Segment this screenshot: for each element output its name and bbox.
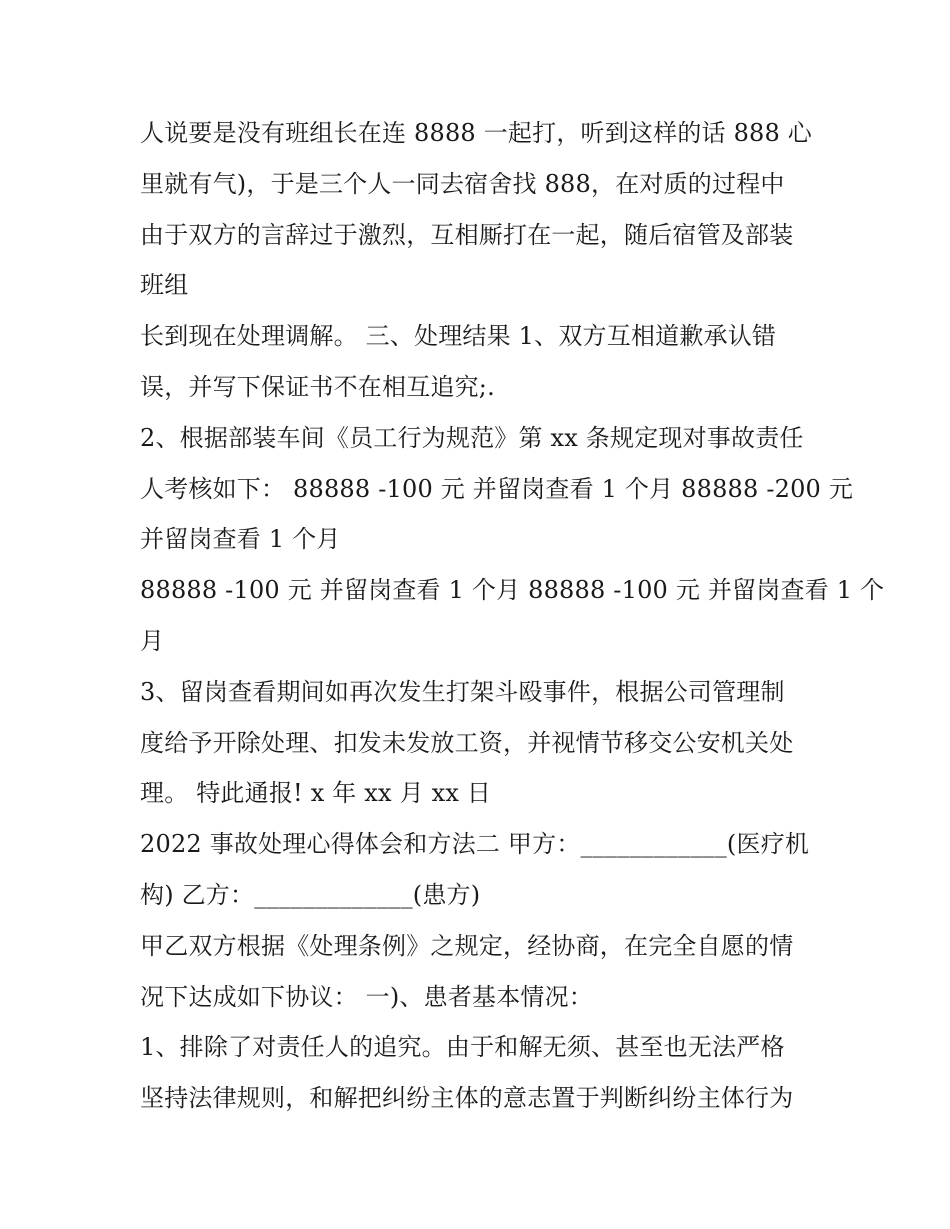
- text-line: 误，并写下保证书不在相互追究;.: [140, 372, 495, 401]
- text-line: 并留岗查看 1 个月: [140, 525, 341, 554]
- text-line: 2022 事故处理心得体会和方法二 甲方：____________(医疗机: [140, 830, 810, 859]
- text-line: 理。 特此通报! x 年 xx 月 xx 日: [140, 779, 492, 808]
- document-body: [140, 108, 885, 1124]
- text-line: 构) 乙方：_____________(患方): [140, 880, 481, 909]
- text-line: 坚持法律规则，和解把纠纷主体的意志置于判断纠纷主体行为: [140, 1084, 794, 1113]
- text-line: 班组: [140, 271, 189, 300]
- text-line: 里就有气)，于是三个人一同去宿舍找 888，在对质的过程中: [140, 169, 785, 198]
- text-line: 由于双方的言辞过于激烈，互相厮打在一起，随后宿管及部装: [140, 220, 794, 249]
- text-line: 甲乙双方根据《处理条例》之规定，经协商，在完全自愿的情: [140, 931, 794, 960]
- text-line: 人说要是没有班组长在连 8888 一起打，听到这样的话 888 心: [140, 119, 813, 147]
- text-line: 度给予开除处理、扣发未发放工资，并视情节移交公安机关处: [140, 728, 794, 757]
- text-line: 3、留岗查看期间如再次发生打架斗殴事件，根据公司管理制: [140, 677, 785, 706]
- text-line: 1、排除了对责任人的追究。由于和解无须、甚至也无法严格: [140, 1033, 785, 1062]
- text-line: 月: [140, 626, 165, 655]
- text-line: 2、根据部装车间《员工行为规范》第 xx 条规定现对事故责任: [140, 423, 804, 452]
- text-line: 人考核如下： 88888 -100 元 并留岗查看 1 个月 88888 -200 元: [140, 474, 854, 503]
- text-line: 88888 -100 元 并留岗查看 1 个月 88888 -100 元 并留岗查看 1 个: [140, 576, 885, 605]
- text-line: 况下达成如下协议： 一)、患者基本情况：: [140, 982, 593, 1011]
- text-line: 长到现在处理调解。 三、处理结果 1、双方互相道歉承认错: [140, 322, 777, 351]
